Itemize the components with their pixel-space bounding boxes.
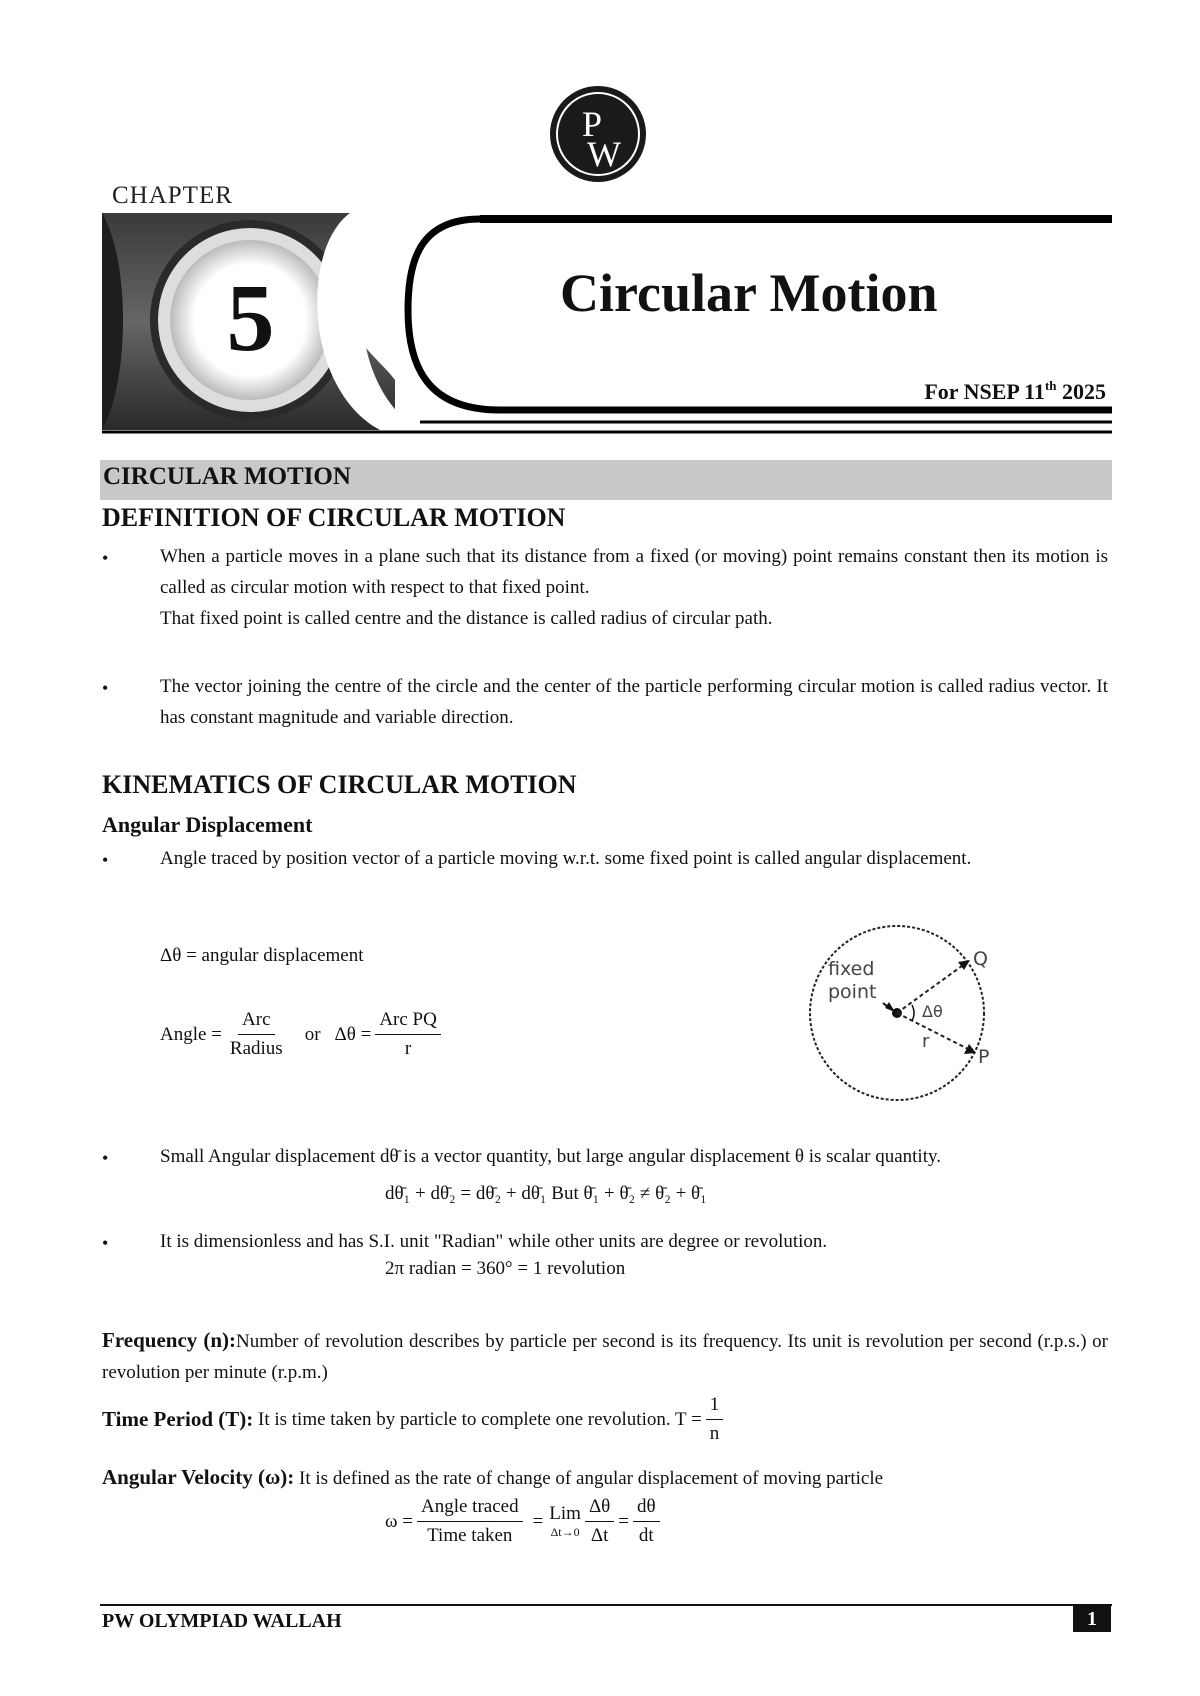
section-bar [100,460,1112,500]
angular-displacement-diagram [800,920,1000,1105]
frequency-definition: Frequency (n):Number of revolution describes by particle per second is its frequency. Its unit is revolution per second (r.p.s.) or revolution per minute (r.p.m.) [102,1328,1108,1383]
svg-text:r: r [922,1031,930,1052]
definition-heading: DEFINITION OF CIRCULAR MOTION [102,503,566,532]
svg-text:fixed: fixed [828,958,875,980]
svg-text:P: P [581,104,603,144]
definition-bullet-2: The vector joining the centre of the circle and the center of the particle performing circular motion is called radius vector. It has constant magnitude and variable direction. [160,676,1108,728]
svg-text:point: point [828,981,877,1003]
svg-text:Δθ: Δθ [922,1002,943,1021]
page-number: 1 [1073,1606,1111,1632]
angular-velocity-definition: Angular Velocity (ω): It is defined as the rate of change of angular displacement of moving particle [102,1465,884,1489]
vector-addition-formula: dθ̄₁ + dθ̄₂ = dθ̄₂ + dθ̄₁ But θ̄₁ + θ̄₂ ≠ θ̄₂ + θ̄₁ [385,1183,707,1204]
pw-logo [548,84,648,184]
angular-displacement-heading: Angular Displacement [102,812,313,837]
section-title: CIRCULAR MOTION [103,463,351,490]
svg-text:Q: Q [973,948,988,970]
footer-rule [100,1604,1112,1606]
svg-text:W: W [587,134,621,174]
bullet-dot: • [102,678,109,698]
kinematics-heading: KINEMATICS OF CIRCULAR MOTION [102,770,577,799]
angular-displacement-bullet: Angle traced by position vector of a particle moving w.r.t. some fixed point is called angular displacement. [160,848,972,869]
time-period-definition: Time Period (T): It is time taken by particle to complete one revolution. T = $\frac{1}{n}$ [102,1393,727,1446]
radian-conversion: 2π radian = 360° = 1 revolution [385,1258,626,1279]
definition-bullet-1: When a particle moves in a plane such that its distance from a fixed (or moving) point remains constant then its motion is called as circular motion with respect to that fixed point. That fixed point is called centre and the distance is called radius of circular path. [160,546,1108,629]
bullet-dot: • [102,1233,109,1253]
unit-bullet: It is dimensionless and has S.I. unit "Radian" while other units are degree or revolution. [160,1231,828,1252]
angular-velocity-formula: ω = $\frac{\text{Angle traced}}{\text{Time taken}}$ = Lim Δt→0 $\frac{\Delta\theta}{\Delta t}$ = $\frac{d\theta}{dt}$ [385,1495,664,1548]
bullet-dot: • [102,1148,109,1168]
exam-tag: For NSEP 11th 2025 [924,378,1106,404]
angle-formula: Angle = $\frac{\text{Arc}}{\text{Radius}}$ or Δθ = $\frac{\text{Arc PQ}}{r}$ [160,1008,445,1061]
small-displacement-bullet: Small Angular displacement dθ̄ is a vector quantity, but large angular displacement θ is scalar quantity. [160,1146,941,1167]
bullet-dot: • [102,850,109,870]
chapter-number: 5 [226,264,275,371]
chapter-label: CHAPTER [112,182,233,209]
chapter-title: Circular Motion [560,263,938,323]
delta-theta-definition: Δθ = angular displacement [160,945,364,966]
bullet-dot: • [102,548,109,568]
svg-text:P: P [978,1046,990,1068]
footer-publisher: PW OLYMPIAD WALLAH [102,1610,342,1632]
